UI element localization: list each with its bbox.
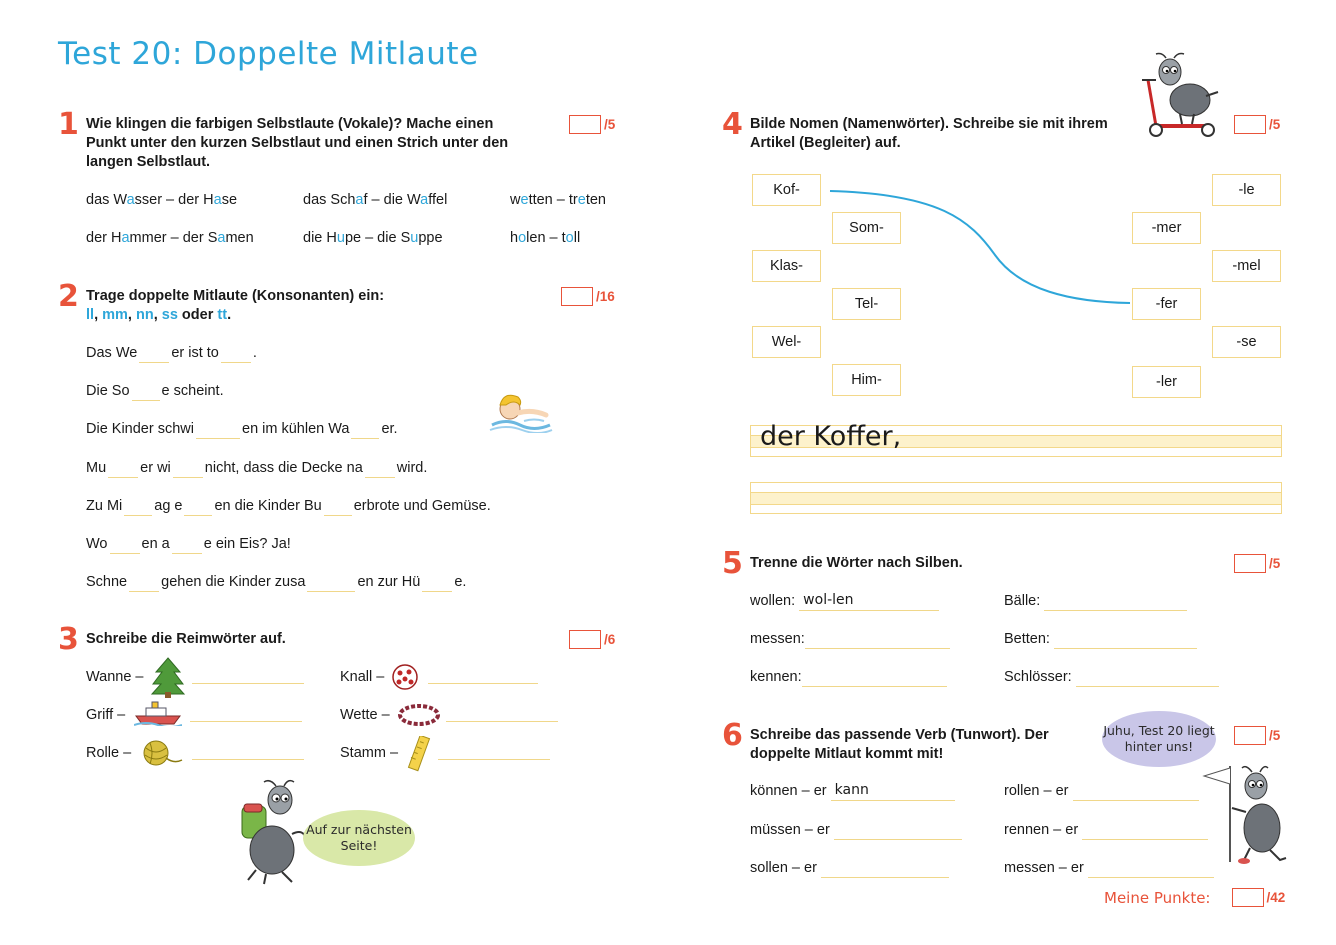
word-text: ffel xyxy=(428,192,448,208)
gap-sentence xyxy=(86,459,427,478)
tree-icon xyxy=(150,656,186,698)
answer-line[interactable] xyxy=(1088,877,1214,878)
task-2-number: 2 xyxy=(58,279,79,314)
gap-blank[interactable] xyxy=(307,591,355,592)
word-text: se xyxy=(221,192,238,208)
ant-with-flag-illustration xyxy=(1200,762,1292,866)
speech-bubble-left: Auf zur nächsten Seite! xyxy=(303,810,415,866)
task-3-score: /6 xyxy=(569,630,615,649)
word-text: f – die W xyxy=(363,192,421,208)
syllable-card[interactable]: -le xyxy=(1212,174,1281,206)
sentence-fragment: en im kühlen Wa xyxy=(242,421,350,438)
word-pair xyxy=(303,229,443,248)
score-box[interactable] xyxy=(1234,115,1266,134)
answer-line[interactable] xyxy=(802,686,947,687)
syllable-card[interactable]: Tel- xyxy=(832,288,901,320)
yarn-ball-icon xyxy=(140,738,184,768)
rhyme-word: Griff – xyxy=(86,707,126,723)
vowel-highlight[interactable]: a xyxy=(355,192,364,208)
sentence-fragment: Zu Mi xyxy=(86,497,123,514)
sentence-fragment: en a xyxy=(141,536,170,552)
word-text: die H xyxy=(303,230,337,246)
word-text: mmer – der S xyxy=(129,230,218,246)
answer-line[interactable] xyxy=(805,648,950,649)
answer-line[interactable] xyxy=(1054,648,1197,649)
verb-phrase: können – er kann xyxy=(750,782,955,801)
word-text: ll xyxy=(573,230,581,246)
task-4-score: /5 xyxy=(1234,115,1280,134)
answer-line[interactable] xyxy=(834,839,962,840)
task-1-number: 1 xyxy=(58,107,79,142)
sentence-fragment: wird. xyxy=(396,459,428,476)
example-answer: wol-len xyxy=(803,592,854,608)
separator: oder xyxy=(177,307,218,323)
task-5-instruction: Trenne die Wörter nach Silben. xyxy=(750,555,963,571)
sentence-fragment: Schne xyxy=(86,574,128,591)
sentence-fragment: en die Kinder Bu xyxy=(214,497,322,514)
task-6-instruction: Schreibe das passende Verb (Tunwort). Der doppelte Mitlaut kommt mit! xyxy=(750,727,1049,762)
vowel-highlight[interactable]: e xyxy=(520,192,529,208)
word-text: das W xyxy=(86,192,127,208)
syllable-word: Schlösser: xyxy=(1004,668,1219,687)
verb-phrase: sollen – er xyxy=(750,859,949,878)
gap-sentence xyxy=(86,573,466,592)
word-pair xyxy=(86,229,254,248)
score-box[interactable] xyxy=(569,630,601,649)
sentence-fragment: ag e xyxy=(154,497,183,514)
sentence-fragment: er. xyxy=(381,421,398,438)
gap-blank[interactable] xyxy=(221,362,251,363)
sentence-fragment: Die So xyxy=(86,383,130,400)
word-text: tten – tr xyxy=(528,192,578,208)
syllable-card[interactable]: Klas- xyxy=(752,250,821,282)
syllable-card[interactable]: -fer xyxy=(1132,288,1201,320)
task-3-number: 3 xyxy=(58,622,79,657)
ball-icon xyxy=(390,662,420,692)
gap-blank[interactable] xyxy=(324,515,352,516)
sentence-fragment: e scheint. xyxy=(161,383,224,400)
consonant-option: nn xyxy=(135,307,154,323)
syllable-card[interactable]: -mer xyxy=(1132,212,1201,244)
page-title: Test 20: Doppelte Mitlaute xyxy=(58,36,479,72)
ant-on-scooter-illustration xyxy=(1140,52,1224,140)
syllable-card[interactable]: -ler xyxy=(1132,366,1201,398)
rhyme-word: Stamm – xyxy=(340,745,399,761)
gap-blank[interactable] xyxy=(173,477,203,478)
task-6-score: /5 xyxy=(1234,726,1280,745)
word-pair xyxy=(303,191,447,210)
score-box[interactable] xyxy=(561,287,593,306)
gap-blank[interactable] xyxy=(196,438,240,439)
answer-line[interactable] xyxy=(1073,800,1199,801)
sentence-fragment: . xyxy=(252,345,257,361)
vowel-highlight[interactable]: u xyxy=(336,230,345,246)
verb-phrase: rennen – er xyxy=(1004,821,1208,840)
ruler-icon xyxy=(402,736,436,772)
syllable-card[interactable]: Kof- xyxy=(752,174,821,206)
word-text: pe – die S xyxy=(344,230,411,246)
consonant-option: mm xyxy=(102,307,128,323)
sentence-fragment: Mu xyxy=(86,459,107,476)
rhyme-word: Knall – xyxy=(340,669,385,685)
verb-phrase: messen – er xyxy=(1004,859,1214,878)
word-pair xyxy=(86,191,237,210)
gap-sentence xyxy=(86,420,398,439)
consonant-option: ss xyxy=(161,307,178,323)
gap-blank[interactable] xyxy=(124,515,152,516)
sentence-fragment: Das We xyxy=(86,345,138,361)
vowel-highlight[interactable]: e xyxy=(577,192,586,208)
task-5-score: /5 xyxy=(1234,554,1280,573)
score-box[interactable] xyxy=(1234,554,1266,573)
gap-blank[interactable] xyxy=(365,477,395,478)
answer-line[interactable] xyxy=(190,721,302,722)
ship-icon xyxy=(134,700,182,726)
sentence-fragment: en zur Hü xyxy=(357,574,421,591)
task-1-score: /5 xyxy=(569,115,615,134)
gap-blank[interactable] xyxy=(139,362,169,363)
task-1-instruction: Wie klingen die farbigen Selbstlaute (Vokale)? Mache einen Punkt unter den kurzen Selbstlaut und einen Strich unter den langen Selbstlaut. xyxy=(86,116,509,170)
gap-blank[interactable] xyxy=(110,553,140,554)
syllable-word: messen: xyxy=(750,630,950,649)
syllable-card[interactable]: -mel xyxy=(1212,250,1281,282)
gap-blank[interactable] xyxy=(172,553,202,554)
total-score: Meine Punkte: /42 xyxy=(1104,888,1286,907)
task-4-number: 4 xyxy=(722,107,743,142)
word-text: ten xyxy=(585,192,606,208)
task-2-options xyxy=(86,306,526,325)
word-pair xyxy=(510,191,606,210)
word-text: h xyxy=(510,230,519,246)
answer-line[interactable] xyxy=(831,782,955,801)
task-4-instruction: Bilde Nomen (Namenwörter). Schreibe sie mit ihrem Artikel (Begleiter) auf. xyxy=(750,116,1108,151)
consonant-option: ll xyxy=(86,307,95,323)
vowel-highlight[interactable]: a xyxy=(121,230,130,246)
vowel-highlight[interactable]: a xyxy=(420,192,429,208)
syllable-word: wollen: wol-len xyxy=(750,592,939,611)
score-box[interactable] xyxy=(569,115,601,134)
writing-line[interactable] xyxy=(750,482,1282,514)
syllable-word: kennen: xyxy=(750,668,947,687)
word-text: sser – der H xyxy=(134,192,214,208)
vowel-highlight[interactable]: a xyxy=(213,192,222,208)
syllable-word: Bälle: xyxy=(1004,592,1187,611)
word-text: men xyxy=(225,230,254,246)
gap-blank[interactable] xyxy=(184,515,212,516)
gap-blank[interactable] xyxy=(132,400,160,401)
syllable-card[interactable]: Wel- xyxy=(752,326,821,358)
example-answer: kann xyxy=(834,782,869,798)
vowel-highlight[interactable]: o xyxy=(565,230,574,246)
consonant-option: tt xyxy=(217,307,228,323)
answer-line[interactable] xyxy=(1044,610,1187,611)
answer-line[interactable] xyxy=(428,683,538,684)
gap-blank[interactable] xyxy=(422,591,452,592)
word-text: len – t xyxy=(526,230,566,246)
gap-blank[interactable] xyxy=(108,477,138,478)
answer-line[interactable] xyxy=(1082,839,1208,840)
task-3-instruction: Schreibe die Reimwörter auf. xyxy=(86,631,286,647)
task-2-instruction: Trage doppelte Mitlaute (Konsonanten) ein: ll, mm, nn, ss oder tt. xyxy=(86,287,526,325)
sentence-fragment: erbrote und Gemüse. xyxy=(353,497,491,514)
vowel-highlight[interactable]: a xyxy=(217,230,226,246)
verb-phrase: rollen – er xyxy=(1004,782,1199,801)
syllable-card[interactable]: -se xyxy=(1212,326,1281,358)
vowel-highlight[interactable]: o xyxy=(518,230,527,246)
task-2-score: /16 xyxy=(561,287,615,306)
gap-sentence xyxy=(86,344,257,363)
chain-icon xyxy=(396,700,442,730)
answer-line[interactable] xyxy=(438,759,550,760)
separator: , xyxy=(153,307,162,323)
gap-sentence xyxy=(86,535,291,554)
gap-blank[interactable] xyxy=(351,438,379,439)
answer-line[interactable] xyxy=(446,721,558,722)
gap-blank[interactable] xyxy=(129,591,159,592)
rhyme-word: Wanne – xyxy=(86,669,144,685)
syllable-card[interactable]: Him- xyxy=(832,364,901,396)
word-text: w xyxy=(510,192,521,208)
separator: , xyxy=(127,307,136,323)
answer-line[interactable] xyxy=(192,683,304,684)
swimmer-illustration xyxy=(488,385,554,433)
sentence-fragment: er wi xyxy=(140,459,171,476)
sentence-fragment: Wo xyxy=(86,536,108,552)
score-box[interactable] xyxy=(1234,726,1266,745)
sentence-fragment: nicht, dass die Decke na xyxy=(204,459,363,476)
word-text: der H xyxy=(86,230,122,246)
syllable-word: Betten: xyxy=(1004,630,1197,649)
score-box[interactable] xyxy=(1232,888,1264,907)
task-6-number: 6 xyxy=(722,718,743,753)
ant-with-backpack-illustration xyxy=(236,778,312,886)
word-text: ppe xyxy=(418,230,443,246)
vowel-highlight[interactable]: u xyxy=(410,230,419,246)
rhyme-word: Rolle – xyxy=(86,745,132,761)
vowel-highlight[interactable]: a xyxy=(126,192,135,208)
sentence-fragment: gehen die Kinder zusa xyxy=(161,574,306,591)
answer-line[interactable] xyxy=(821,877,949,878)
task-5-number: 5 xyxy=(722,546,743,581)
verb-phrase: müssen – er xyxy=(750,821,962,840)
separator: , xyxy=(94,307,103,323)
gap-sentence xyxy=(86,382,224,401)
answer-line[interactable] xyxy=(192,759,304,760)
gap-sentence xyxy=(86,497,491,516)
sentence-fragment: e. xyxy=(454,574,467,591)
rhyme-word: Wette – xyxy=(340,707,390,723)
answer-line[interactable] xyxy=(1076,686,1219,687)
sentence-fragment: e ein Eis? Ja! xyxy=(203,536,291,552)
speech-bubble-right: Juhu, Test 20 liegt hinter uns! xyxy=(1102,711,1216,767)
separator: . xyxy=(227,307,232,323)
sentence-fragment: Die Kinder schwi xyxy=(86,421,194,438)
sentence-fragment: er ist to xyxy=(171,345,219,361)
word-text: das Sch xyxy=(303,192,356,208)
word-pair xyxy=(510,229,580,248)
syllable-card[interactable]: Som- xyxy=(832,212,901,244)
example-answer: der Koffer, xyxy=(760,421,902,452)
